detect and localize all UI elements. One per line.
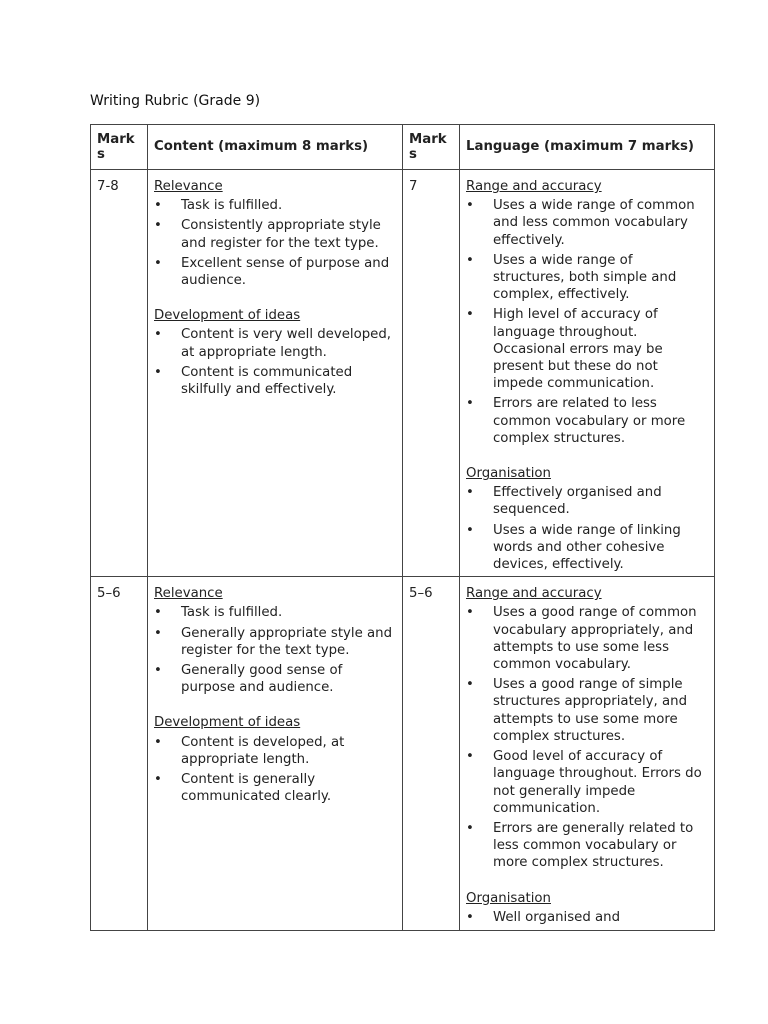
- criterion-title: Organisation: [466, 890, 551, 906]
- criterion-title: Relevance: [154, 586, 223, 602]
- marks-header: Mark s: [403, 125, 460, 170]
- list-item: • Uses a wide range of linking words and other cohesive devices, effectively.: [466, 522, 708, 574]
- document-title: Writing Rubric (Grade 9): [90, 93, 261, 109]
- criterion-list: [466, 909, 708, 926]
- content-header: Content (maximum 8 marks): [148, 125, 403, 170]
- list-item: • Uses a good range of common vocabulary appropriately, and attempts to use some less common vocabulary.: [466, 604, 708, 673]
- list-item: • Errors are related to less common vocabulary or more complex structures.: [466, 395, 708, 447]
- table-row: [91, 577, 715, 931]
- list-item: • Content is developed, at appropriate length.: [154, 734, 396, 768]
- criterion-title: Range and accuracy: [466, 586, 602, 602]
- list-item: • Content is generally communicated clearly.: [154, 771, 396, 805]
- rubric-table: [90, 124, 715, 931]
- criterion-list: [154, 326, 396, 398]
- language-header: Language (maximum 7 marks): [460, 125, 715, 170]
- criterion-list: [466, 604, 708, 871]
- list-item: • High level of accuracy of language throughout. Occasional errors may be present but these do not impede communication.: [466, 306, 708, 392]
- cell-content: [466, 585, 708, 929]
- list-item: • Effectively organised and sequenced.: [466, 484, 708, 518]
- list-item: • Uses a wide range of structures, both simple and complex, effectively.: [466, 252, 708, 304]
- list-item: • Errors are generally related to less common vocabulary or more complex structures.: [466, 820, 708, 872]
- language-marks-cell: 7: [403, 170, 460, 577]
- criterion-list: [466, 484, 708, 573]
- criterion-title: Development of ideas: [154, 308, 301, 324]
- list-item: • Generally appropriate style and register for the text type.: [154, 625, 396, 659]
- list-item: • Content is very well developed, at appropriate length.: [154, 326, 396, 360]
- content-marks-cell: 5–6: [91, 577, 148, 931]
- list-item: • Task is fulfilled.: [154, 604, 396, 621]
- content-criteria-cell: [148, 577, 403, 931]
- criterion-title: Organisation: [466, 466, 551, 482]
- list-item: • Content is communicated skilfully and effectively.: [154, 364, 396, 398]
- list-item: • Well organised and: [466, 909, 708, 926]
- list-item: • Uses a good range of simple structures appropriately, and attempts to use some more complex structures.: [466, 676, 708, 745]
- language-criteria-cell: [460, 170, 715, 577]
- content-marks-cell: 7-8: [91, 170, 148, 577]
- list-item: • Good level of accuracy of language throughout. Errors do not generally impede communication.: [466, 748, 708, 817]
- marks-header: Mark s: [91, 125, 148, 170]
- list-item: • Uses a wide range of common and less common vocabulary effectively.: [466, 197, 708, 249]
- list-item: • Task is fulfilled.: [154, 197, 396, 214]
- table-row: [91, 170, 715, 577]
- content-criteria-cell: [148, 170, 403, 577]
- header-row: [91, 125, 715, 170]
- criterion-title: Development of ideas: [154, 715, 301, 731]
- list-item: • Excellent sense of purpose and audience.: [154, 255, 396, 289]
- criterion-title: Range and accuracy: [466, 179, 602, 194]
- list-item: • Generally good sense of purpose and audience.: [154, 662, 396, 696]
- criterion-title: Relevance: [154, 179, 223, 194]
- list-item: • Consistently appropriate style and register for the text type.: [154, 217, 396, 251]
- criterion-list: [154, 734, 396, 806]
- criterion-list: [154, 604, 396, 696]
- language-marks-cell: 5–6: [403, 577, 460, 931]
- language-criteria-cell: [460, 577, 715, 931]
- criterion-list: [466, 197, 708, 447]
- criterion-list: [154, 197, 396, 289]
